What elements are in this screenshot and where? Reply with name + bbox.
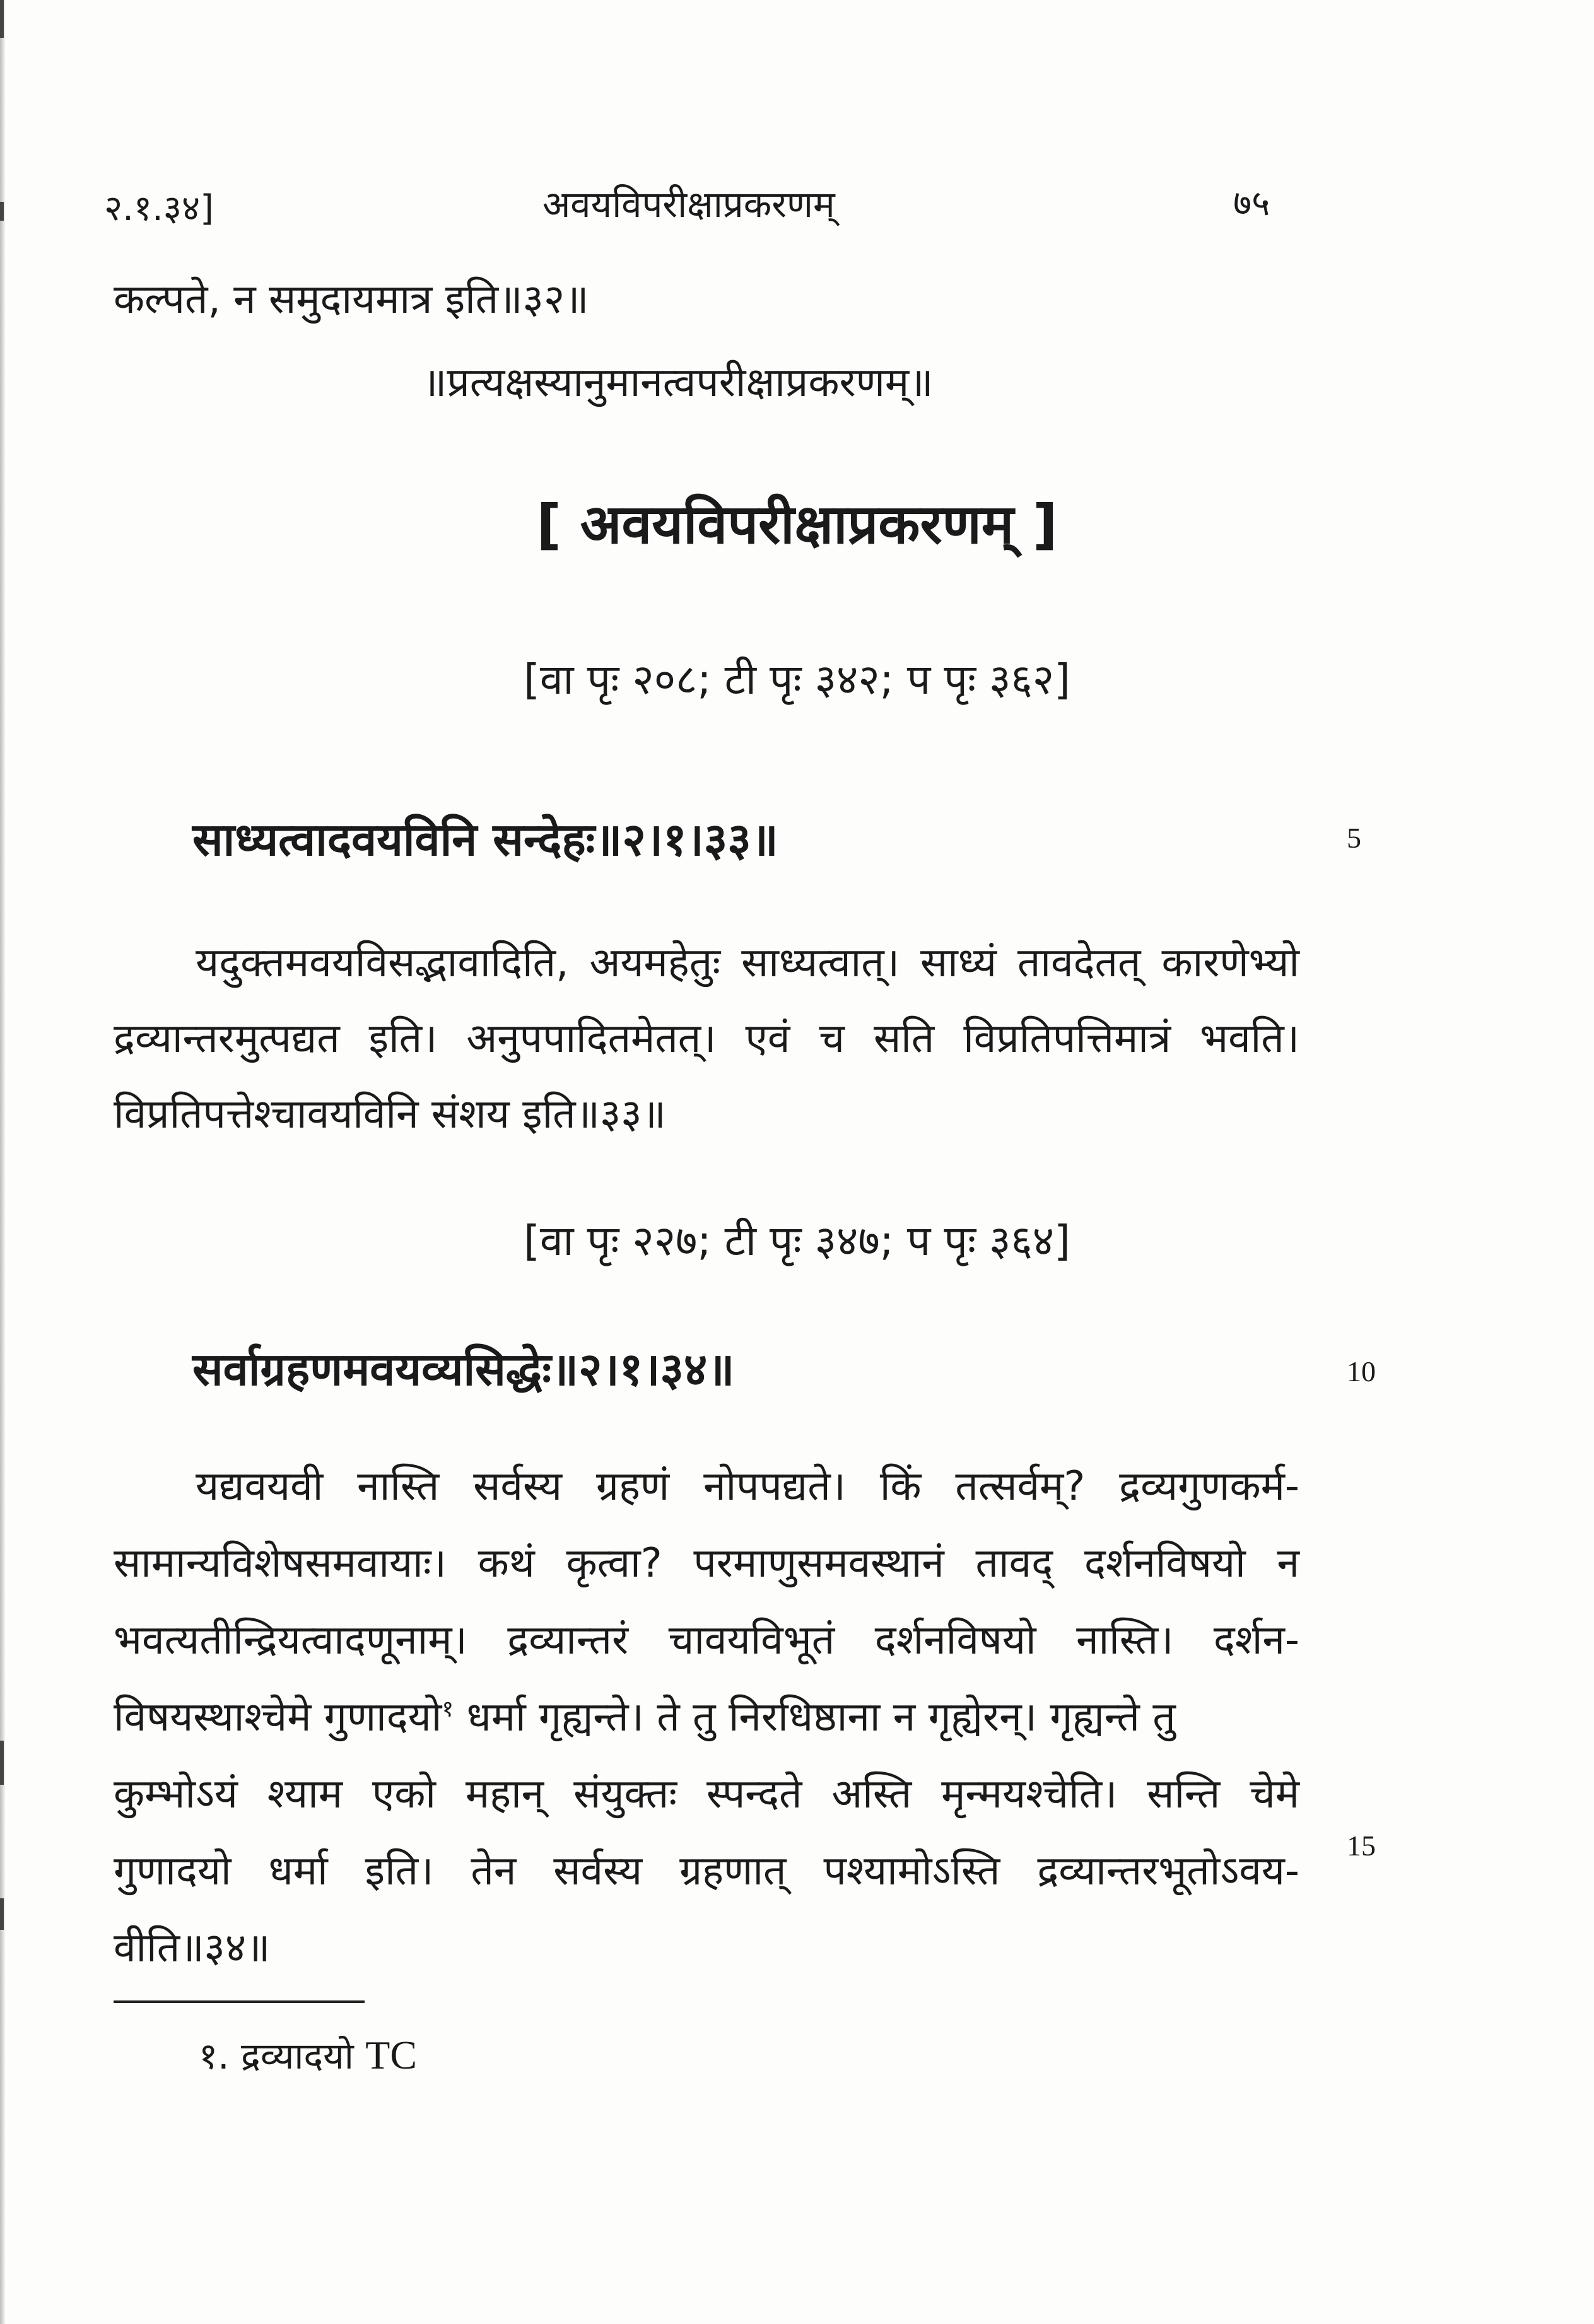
commentary-line: कुम्भोऽयं श्याम एको महान् संयुक्तः स्पन्दते अस्ति मृन्मयश्चेति। सन्ति चेमे xyxy=(114,1771,1300,1818)
commentary-line: वीति॥३४॥ xyxy=(114,1925,271,1971)
commentary-line: भवत्यतीन्द्रियत्वादणूनाम्। द्रव्यान्तरं चावयविभूतं दर्शनविषयो नास्ति। दर्शन- xyxy=(114,1617,1299,1664)
commentary-text: धर्मा गृह्यन्ते। ते तु निरधिष्ठाना न गृह्येरन्। गृह्यन्ते तु xyxy=(454,1694,1176,1741)
footnote-marker: १ xyxy=(442,1696,454,1722)
page-number: ७५ xyxy=(1233,183,1270,224)
scan-edge-mark xyxy=(0,1898,4,1930)
line-number: 5 xyxy=(1347,822,1361,854)
scan-edge-mark xyxy=(0,1741,4,1785)
footnote xyxy=(199,2029,417,2079)
sutra-heading: सर्वाग्रहणमवयव्यसिद्धेः॥२।१।३४॥ xyxy=(192,1343,735,1396)
footnote-rule xyxy=(114,2000,365,2003)
scan-edge-mark xyxy=(0,0,4,38)
footnote-siglum: TC xyxy=(365,2033,418,2077)
commentary-line xyxy=(114,1688,1299,1743)
scan-left-edge xyxy=(0,0,5,2324)
header-title: अवयविपरीक्षाप्रकरणम् xyxy=(542,183,835,226)
footnote-text: द्रव्यादयो xyxy=(241,2035,354,2077)
commentary-line: सामान्यविशेषसमवायाः। कथं कृत्वा? परमाणुसमवस्थानं तावद् दर्शनविषयो न xyxy=(114,1540,1299,1587)
page-reference: [वा पृः २०८; टी पृः ३४२; प पृः ३६२] xyxy=(524,655,1070,704)
line-number: 15 xyxy=(1347,1830,1376,1862)
commentary-line: यदुक्तमवयविसद्भावादिति, अयमहेतुः साध्यत्वात्। साध्यं तावदेतत् कारणेभ्यो xyxy=(196,940,1299,986)
page-reference: [वा पृः २२७; टी पृः ३४७; प पृः ३६४] xyxy=(524,1217,1070,1265)
commentary-line: विप्रतिपत्तेश्चावयविनि संशय इति॥३३॥ xyxy=(114,1091,666,1138)
section-heading: [ अवयविपरीक्षाप्रकरणम् ] xyxy=(536,493,1058,556)
previous-section-end: ॥प्रत्यक्षस्यानुमानत्वपरीक्षाप्रकरणम्॥ xyxy=(423,359,934,406)
commentary-line: यद्यवयवी नास्ति सर्वस्य ग्रहणं नोपपद्यते। किं तत्सर्वम्? द्रव्यगुणकर्म- xyxy=(196,1463,1299,1510)
carry-over-line: कल्पते, न समुदायमात्र इति॥३२॥ xyxy=(114,276,589,323)
commentary-line: गुणादयो धर्मा इति। तेन सर्वस्य ग्रहणात् पश्यामोऽस्ति द्रव्यान्तरभूतोऽवय- xyxy=(114,1848,1299,1895)
header-section-ref: २.१.३४] xyxy=(104,188,214,229)
line-number: 10 xyxy=(1347,1355,1376,1387)
footnote-number: १. xyxy=(199,2035,230,2077)
scan-edge-mark xyxy=(0,202,4,221)
commentary-line: द्रव्यान्तरमुत्पद्यत इति। अनुपपादितमेतत्। एवं च सति विप्रतिपत्तिमात्रं भवति। xyxy=(114,1015,1299,1062)
commentary-text: विषयस्थाश्चेमे गुणादयो xyxy=(114,1694,442,1741)
sutra-heading: साध्यत्वादवयविनि सन्देहः॥२।१।३३॥ xyxy=(192,813,778,866)
